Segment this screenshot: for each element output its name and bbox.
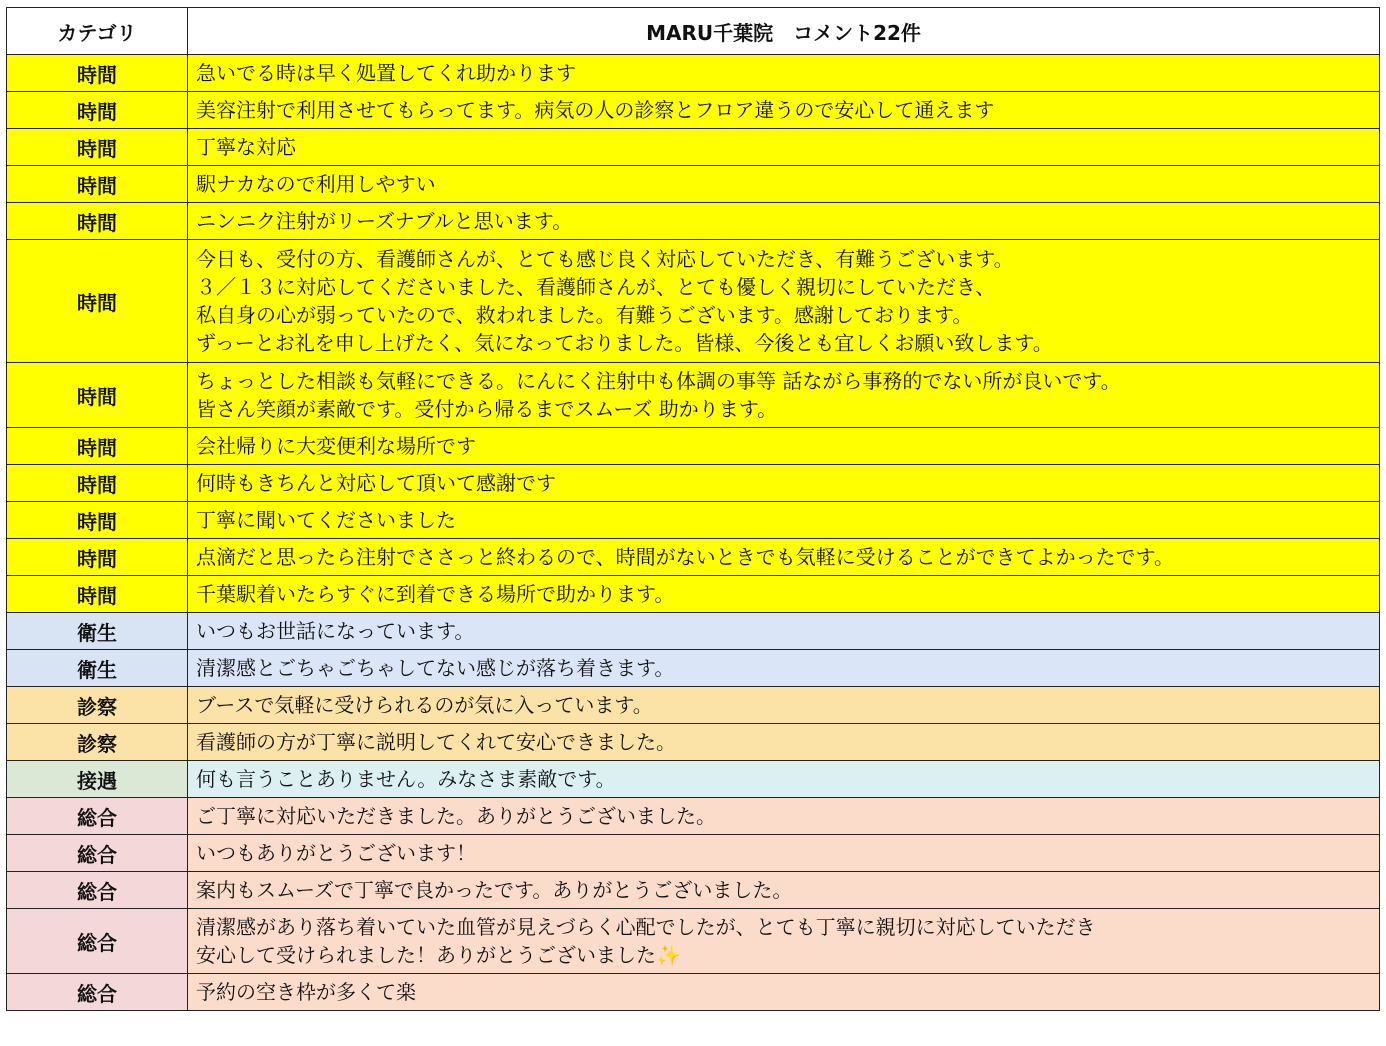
comment-cell[interactable] xyxy=(188,465,1380,502)
comment-cell[interactable] xyxy=(188,502,1380,539)
comment-line: 私自身の心が弱っていたので、救われました。有難うございます。感謝しております。 xyxy=(196,303,973,327)
header-row xyxy=(7,8,1380,55)
table-row xyxy=(7,909,1380,974)
table-row xyxy=(7,240,1380,363)
table-row xyxy=(7,872,1380,909)
category-cell[interactable]: 時間 xyxy=(7,576,188,613)
category-cell[interactable]: 時間 xyxy=(7,55,188,92)
comment-line: 千葉駅着いたらすぐに到着できる場所で助かります。 xyxy=(196,582,675,606)
category-cell[interactable]: 総合 xyxy=(7,909,188,974)
comment-line: 駅ナカなので利用しやすい xyxy=(196,172,436,196)
table-row xyxy=(7,129,1380,166)
comment-cell[interactable] xyxy=(188,761,1380,798)
comment-cell[interactable] xyxy=(188,240,1380,363)
comment-line: 会社帰りに大変便利な場所です xyxy=(196,434,476,458)
comment-line: 看護師の方が丁寧に説明してくれて安心できました。 xyxy=(196,730,676,754)
comment-cell[interactable] xyxy=(188,687,1380,724)
comment-cell[interactable] xyxy=(188,613,1380,650)
category-cell[interactable]: 時間 xyxy=(7,363,188,428)
category-cell[interactable]: 時間 xyxy=(7,465,188,502)
table-row xyxy=(7,798,1380,835)
comment-line: 急いでる時は早く処置してくれ助かります xyxy=(196,61,576,85)
comment-line: いつもありがとうございます！ xyxy=(196,841,476,865)
category-cell[interactable]: 総合 xyxy=(7,872,188,909)
comment-cell[interactable] xyxy=(188,363,1380,428)
comment-cell[interactable] xyxy=(188,92,1380,129)
comment-cell[interactable] xyxy=(188,576,1380,613)
comment-cell[interactable] xyxy=(188,428,1380,465)
category-cell[interactable]: 時間 xyxy=(7,428,188,465)
table-row xyxy=(7,166,1380,203)
category-cell[interactable]: 時間 xyxy=(7,203,188,240)
table-row xyxy=(7,835,1380,872)
table-row xyxy=(7,576,1380,613)
table-row xyxy=(7,363,1380,428)
comment-line: ブースで気軽に受けられるのが気に入っています。 xyxy=(196,693,653,717)
category-cell[interactable]: 時間 xyxy=(7,539,188,576)
comment-line: 何時もきちんと対応して頂いて感謝です xyxy=(196,471,556,495)
comment-line: 清潔感とごちゃごちゃしてない感じが落ち着きます。 xyxy=(196,656,675,680)
comment-cell[interactable] xyxy=(188,835,1380,872)
comment-cell[interactable] xyxy=(188,166,1380,203)
comment-line: 清潔感があり落ち着いていた血管が見えづらく心配でしたが、とても丁寧に親切に対応していただき xyxy=(196,915,1096,939)
table-row xyxy=(7,92,1380,129)
comment-line: 予約の空き枠が多くて楽 xyxy=(196,980,416,1004)
table-row xyxy=(7,724,1380,761)
table-row xyxy=(7,203,1380,240)
comment-line: ニンニク注射がリーズナブルと思います。 xyxy=(196,209,573,233)
table-row xyxy=(7,55,1380,92)
comment-cell[interactable] xyxy=(188,539,1380,576)
comment-line: 安心して受けられました！ありがとうございました✨ xyxy=(196,943,681,967)
comment-cell[interactable] xyxy=(188,650,1380,687)
header-title[interactable]: MARU千葉院 コメント22件 xyxy=(188,8,1380,55)
comment-cell[interactable] xyxy=(188,872,1380,909)
comment-cell[interactable] xyxy=(188,55,1380,92)
category-cell[interactable]: 総合 xyxy=(7,835,188,872)
comment-line: ずっーとお礼を申し上げたく、気になっておりました。皆様、今後とも宜しくお願い致します。 xyxy=(196,331,1053,355)
category-cell[interactable]: 診察 xyxy=(7,724,188,761)
comment-line: 丁寧な対応 xyxy=(196,135,296,159)
comment-line: いつもお世話になっています。 xyxy=(196,619,475,643)
comment-cell[interactable] xyxy=(188,909,1380,974)
category-cell[interactable]: 総合 xyxy=(7,974,188,1011)
comment-cell[interactable] xyxy=(188,974,1380,1011)
comment-line: 今日も、受付の方、看護師さんが、とても感じ良く対応していただき、有難うございます。 xyxy=(196,247,1014,271)
header-category[interactable]: カテゴリ xyxy=(7,8,188,55)
table-row xyxy=(7,650,1380,687)
comment-cell[interactable] xyxy=(188,724,1380,761)
category-cell[interactable]: 時間 xyxy=(7,502,188,539)
comment-table xyxy=(6,7,1380,1011)
comment-line: 美容注射で利用させてもらってます。病気の人の診察とフロア違うので安心して通えます xyxy=(196,98,995,122)
comment-line: ３／１３に対応してくださいました、看護師さんが、とても優しく親切にしていただき、 xyxy=(196,275,996,299)
table-row xyxy=(7,761,1380,798)
comment-line: 点滴だと思ったら注射でささっと終わるので、時間がないときでも気軽に受けることができてよかったです。 xyxy=(196,545,1174,569)
table-row xyxy=(7,539,1380,576)
category-cell[interactable]: 時間 xyxy=(7,240,188,363)
category-cell[interactable]: 時間 xyxy=(7,166,188,203)
table-row xyxy=(7,465,1380,502)
comment-line: 何も言うことありません。みなさま素敵です。 xyxy=(196,767,616,791)
category-cell[interactable]: 衛生 xyxy=(7,613,188,650)
comment-cell[interactable] xyxy=(188,203,1380,240)
table-row xyxy=(7,613,1380,650)
comment-line: 丁寧に聞いてくださいました xyxy=(196,508,456,532)
table-row xyxy=(7,974,1380,1011)
comment-line: 皆さん笑顔が素敵です。受付から帰るまでスムーズ 助かります。 xyxy=(196,397,778,421)
comment-line: 案内もスムーズで丁寧で良かったです。ありがとうございました。 xyxy=(196,878,793,902)
table-row xyxy=(7,687,1380,724)
category-cell[interactable]: 時間 xyxy=(7,92,188,129)
comment-line: ちょっとした相談も気軽にできる。にんにく注射中も体調の事等 話ながら事務的でない所が良いです。 xyxy=(196,369,1121,393)
comment-line: ご丁寧に対応いただきました。ありがとうございました。 xyxy=(196,804,716,828)
table-row xyxy=(7,502,1380,539)
category-cell[interactable]: 接遇 xyxy=(7,761,188,798)
category-cell[interactable]: 診察 xyxy=(7,687,188,724)
comment-cell[interactable] xyxy=(188,129,1380,166)
table-row xyxy=(7,428,1380,465)
table-body xyxy=(7,55,1380,1011)
category-cell[interactable]: 衛生 xyxy=(7,650,188,687)
category-cell[interactable]: 総合 xyxy=(7,798,188,835)
category-cell[interactable]: 時間 xyxy=(7,129,188,166)
comment-cell[interactable] xyxy=(188,798,1380,835)
